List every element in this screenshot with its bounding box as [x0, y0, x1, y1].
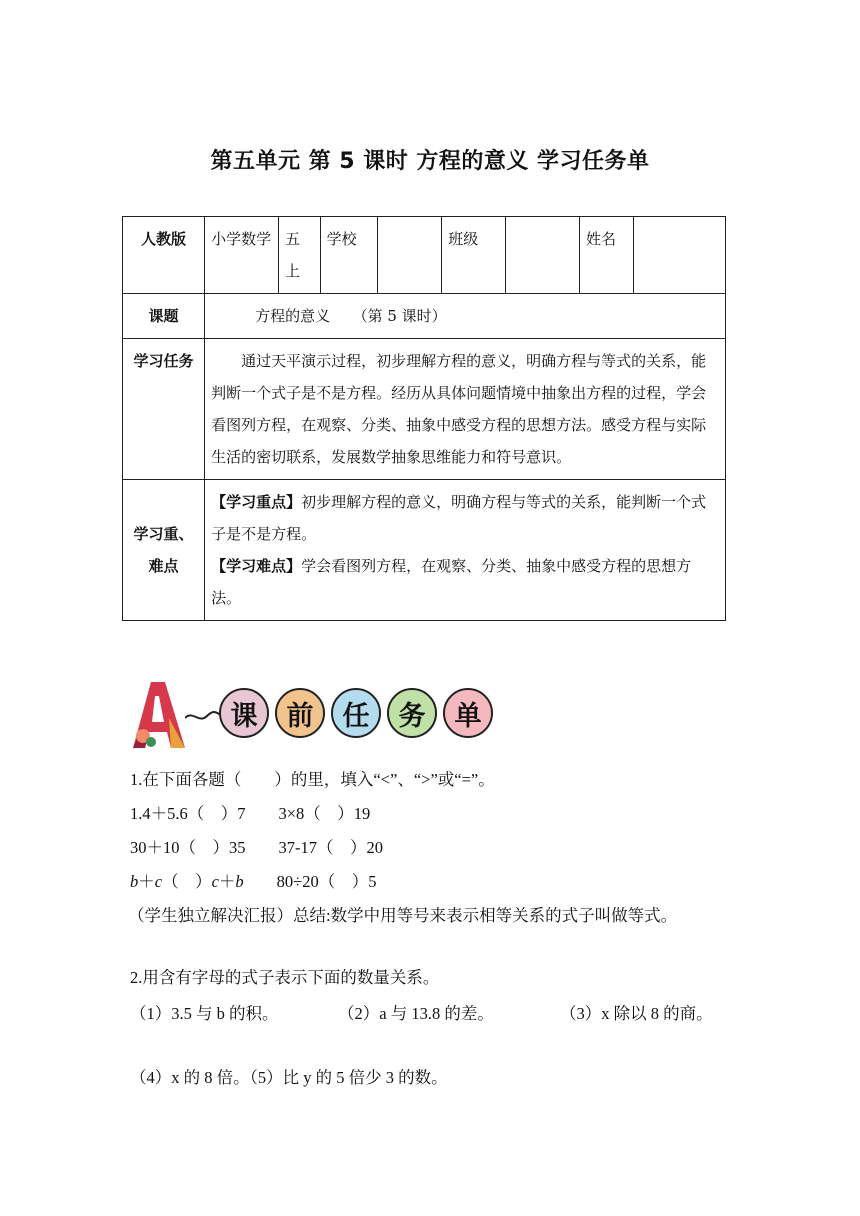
task-text: 通过天平演示过程，初步理解方程的意义，明确方程与等式的关系，能判断一个式子是不是方程。经历从具体问题情境中抽象出方程的过程，学会看图列方程，在观察、分类、抽象中感受方程的思想方法。感受方程与实际生活的密切联系，发展数学抽象思维能力和符号意识。 — [205, 339, 726, 480]
difficulty-text: 学会看图列方程，在观察、分类、抽象中感受方程的思想方法。 — [211, 557, 692, 607]
var-b: b — [130, 872, 139, 891]
subject-cell: 小学数学 — [205, 217, 279, 294]
task-label: 学习任务 — [123, 339, 205, 480]
key-point-text: 初步理解方程的意义，明确方程与等式的关系，能判断一个式子是不是方程。 — [211, 493, 707, 543]
banner-chars — [219, 688, 493, 738]
grade-cell: 五上 — [279, 217, 321, 294]
q2-part-1: （1）3.5 与 b 的积。 — [130, 1004, 279, 1023]
school-value[interactable] — [378, 217, 442, 294]
var-c: c — [211, 872, 219, 891]
q1-row-3-rest: 80÷20（ ）5 — [243, 872, 377, 891]
name-label: 姓名 — [580, 217, 634, 294]
q1-row-3 — [130, 872, 376, 892]
class-label: 班级 — [442, 217, 506, 294]
var-c: c — [154, 872, 163, 891]
letter-a-icon — [129, 678, 189, 750]
q1-row-2: 30＋10（ ）35 37-17（ ）20 — [130, 838, 383, 857]
topic-value: 方程的意义 （第 5 课时） — [205, 294, 726, 339]
topic-label: 课题 — [123, 294, 205, 339]
plus-sign: ＋ — [218, 872, 236, 891]
difficulty-tag: 【学习难点】 — [211, 557, 302, 575]
key-point — [211, 486, 719, 550]
blank[interactable]: （ ） — [162, 872, 212, 891]
summary-text: （学生独立解决汇报）总结:数学中用等号来表示相等关系的式子叫做等式。 — [128, 906, 678, 925]
key-content — [205, 480, 726, 621]
banner-char: 务 — [387, 688, 437, 738]
banner-char: 前 — [275, 688, 325, 738]
q2-part-3: （3）x 除以 8 的商。 — [560, 1004, 713, 1023]
difficulty-point — [211, 550, 719, 614]
page-title: 第五单元 第 5 课时 方程的意义 学习任务单 — [210, 149, 650, 174]
school-label: 学校 — [320, 217, 378, 294]
publisher-cell: 人教版 — [123, 217, 205, 294]
connector-icon — [185, 710, 223, 722]
pre-class-banner — [127, 676, 487, 752]
q2-part-4-5: （4）x 的 8 倍。（5）比 y 的 5 倍少 3 的数。 — [130, 1068, 448, 1087]
question-2: 2.用含有字母的式子表示下面的数量关系。 — [130, 968, 440, 987]
key-label: 学习重、难点 — [123, 480, 205, 621]
banner-char: 课 — [219, 688, 269, 738]
info-table — [122, 216, 726, 621]
key-point-tag: 【学习重点】 — [211, 493, 302, 511]
banner-char: 单 — [443, 688, 493, 738]
question-1: 1.在下面各题（ ）的里，填入“<”、“>”或“=”。 — [130, 770, 495, 789]
q2-part-2: （2）a 与 13.8 的差。 — [338, 1004, 494, 1023]
plus-sign: ＋ — [138, 872, 155, 891]
class-value[interactable] — [506, 217, 580, 294]
name-value[interactable] — [633, 217, 725, 294]
var-b: b — [235, 872, 244, 891]
banner-char: 任 — [331, 688, 381, 738]
q1-row-1: 1.4＋5.6（ ）7 3×8（ ）19 — [130, 804, 371, 823]
